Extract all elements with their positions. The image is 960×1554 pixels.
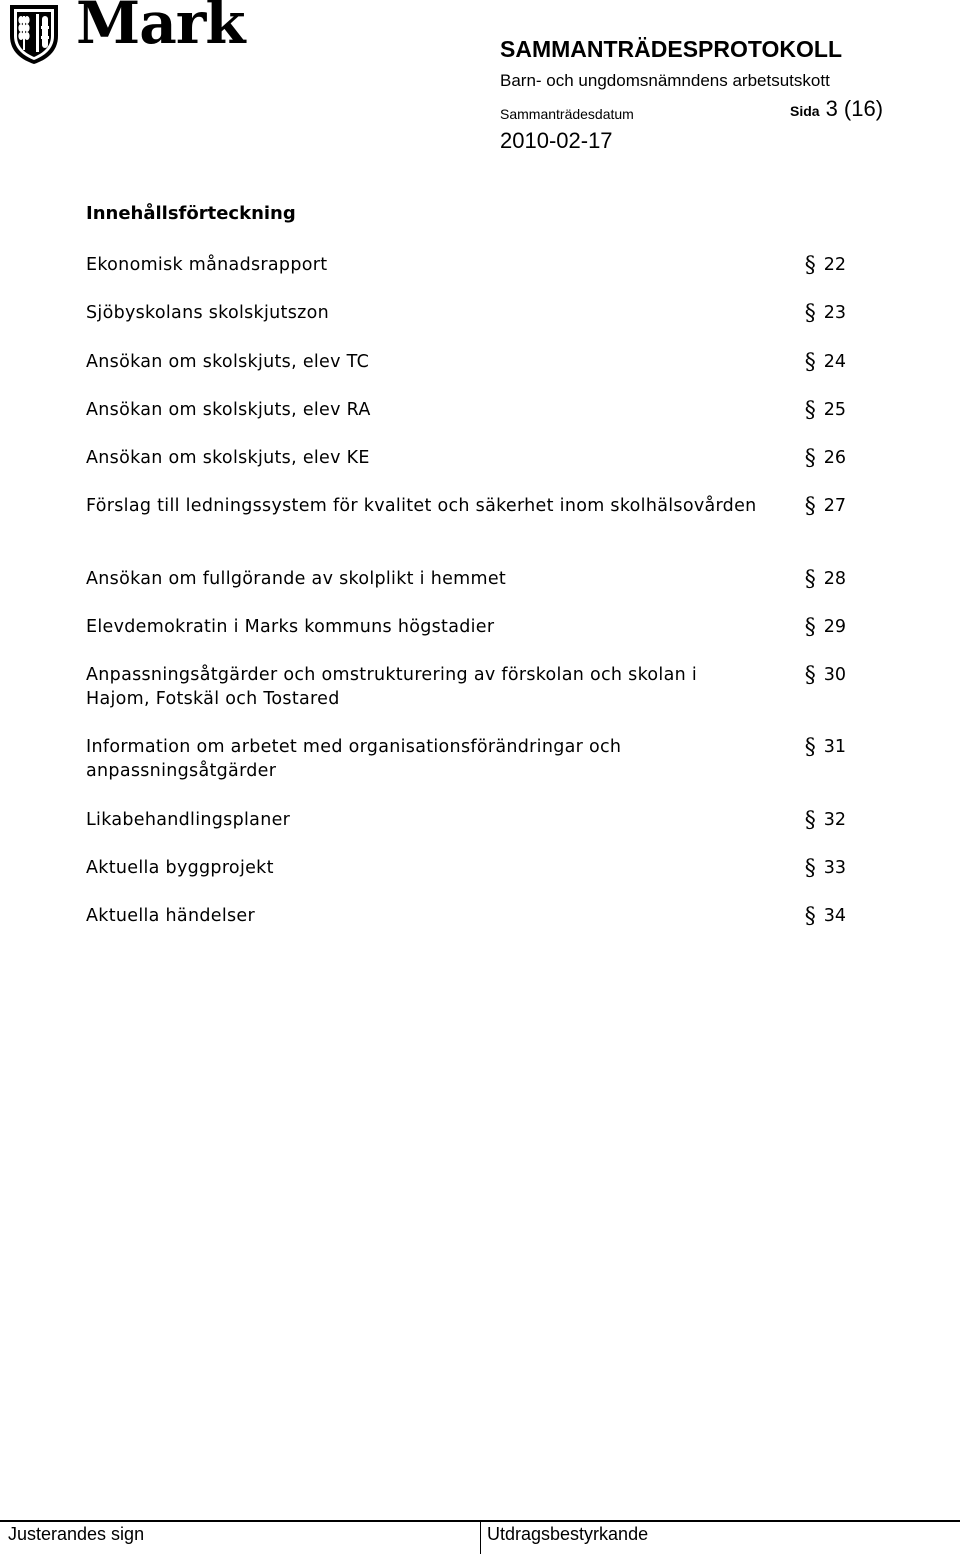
toc-item-title: Aktuella händelser <box>86 906 255 926</box>
toc-item-ref <box>805 350 846 374</box>
section-sign: § <box>804 663 816 688</box>
meeting-date: 2010-02-17 <box>500 128 613 153</box>
section-sign: § <box>804 350 816 375</box>
committee-name: Barn- och ungdomsnämndens arbetsutskott <box>500 71 830 90</box>
paragraph-number: 33 <box>823 858 846 878</box>
toc-item-ref <box>805 856 846 880</box>
toc-item-ref <box>805 904 846 928</box>
toc-item-ref <box>805 615 846 639</box>
toc-item-title: Aktuella byggprojekt <box>86 858 274 878</box>
toc-item <box>86 615 846 665</box>
toc-item-title: Ansökan om fullgörande av skolplikt i hemmet <box>86 569 507 589</box>
toc-item <box>86 663 846 713</box>
section-sign: § <box>804 567 816 592</box>
toc-item-ref <box>805 494 846 518</box>
toc-item-ref <box>805 735 846 759</box>
toc-item-title: Ekonomisk månadsrapport <box>86 255 328 275</box>
toc-item <box>86 350 846 400</box>
section-sign: § <box>804 856 816 881</box>
toc-item <box>86 856 846 906</box>
toc-item-title: Likabehandlingsplaner <box>86 810 291 830</box>
toc-item-ref <box>805 567 846 591</box>
paragraph-number: 25 <box>823 400 846 420</box>
toc-item-title: Information om arbetet med organisationsförändringar och anpassningsåtgärder <box>86 737 622 781</box>
toc-item-title: Ansökan om skolskjuts, elev KE <box>86 448 370 468</box>
toc-item-title: Anpassningsåtgärder och omstrukturering av förskolan och skolan i Hajom, Fotskäl och Tostared <box>86 665 698 709</box>
section-sign: § <box>804 904 816 929</box>
toc-item <box>86 494 846 544</box>
toc-item <box>86 567 846 617</box>
toc-item-ref <box>805 808 846 832</box>
toc-item <box>86 398 846 448</box>
page-label: Sida <box>790 103 820 119</box>
paragraph-number: 23 <box>823 303 846 323</box>
section-sign: § <box>804 301 816 326</box>
paragraph-number: 34 <box>823 906 846 926</box>
utdragsbestyrkande-label: Utdragsbestyrkande <box>487 1524 649 1544</box>
toc-item <box>86 735 846 785</box>
toc-item <box>86 301 846 351</box>
meeting-date-label: Sammanträdesdatum <box>500 106 634 122</box>
toc-heading: Innehållsförteckning <box>86 203 296 224</box>
page-number: 3 (16) <box>825 96 884 121</box>
municipal-coat-of-arms-icon <box>6 2 62 66</box>
section-sign: § <box>804 494 816 519</box>
toc-item-title: Ansökan om skolskjuts, elev TC <box>86 352 370 372</box>
section-sign: § <box>804 735 816 760</box>
toc-item-title: Elevdemokratin i Marks kommuns högstadier <box>86 617 495 637</box>
toc-item <box>86 253 846 303</box>
page-indicator <box>790 98 883 120</box>
section-sign: § <box>804 253 816 278</box>
section-sign: § <box>804 808 816 833</box>
brand-name: Mark <box>76 0 245 57</box>
paragraph-number: 24 <box>823 352 846 372</box>
toc-item-ref <box>805 446 846 470</box>
toc-item-ref <box>805 398 846 422</box>
section-sign: § <box>804 398 816 423</box>
document-title: SAMMANTRÄDESPROTOKOLL <box>500 36 843 62</box>
section-sign: § <box>804 446 816 471</box>
justerandes-sign-label: Justerandes sign <box>8 1524 145 1544</box>
toc-item <box>86 808 846 858</box>
paragraph-number: 22 <box>823 255 846 275</box>
toc-item-title: Förslag till ledningssystem för kvalitet och säkerhet inom skolhälsovården <box>86 496 757 516</box>
paragraph-number: 26 <box>823 448 846 468</box>
paragraph-number: 28 <box>823 569 846 589</box>
toc-item-title: Sjöbyskolans skolskjutszon <box>86 303 329 323</box>
toc-item <box>86 904 846 954</box>
footer-divider <box>480 1520 481 1554</box>
paragraph-number: 29 <box>823 617 846 637</box>
toc-item <box>86 446 846 496</box>
paragraph-number: 32 <box>823 810 846 830</box>
section-sign: § <box>804 615 816 640</box>
paragraph-number: 27 <box>823 496 846 516</box>
paragraph-number: 31 <box>823 737 846 757</box>
paragraph-number: 30 <box>823 665 846 685</box>
toc-item-ref <box>805 253 846 277</box>
toc-item-ref <box>805 663 846 687</box>
toc-item-title: Ansökan om skolskjuts, elev RA <box>86 400 371 420</box>
toc-item-ref <box>805 301 846 325</box>
